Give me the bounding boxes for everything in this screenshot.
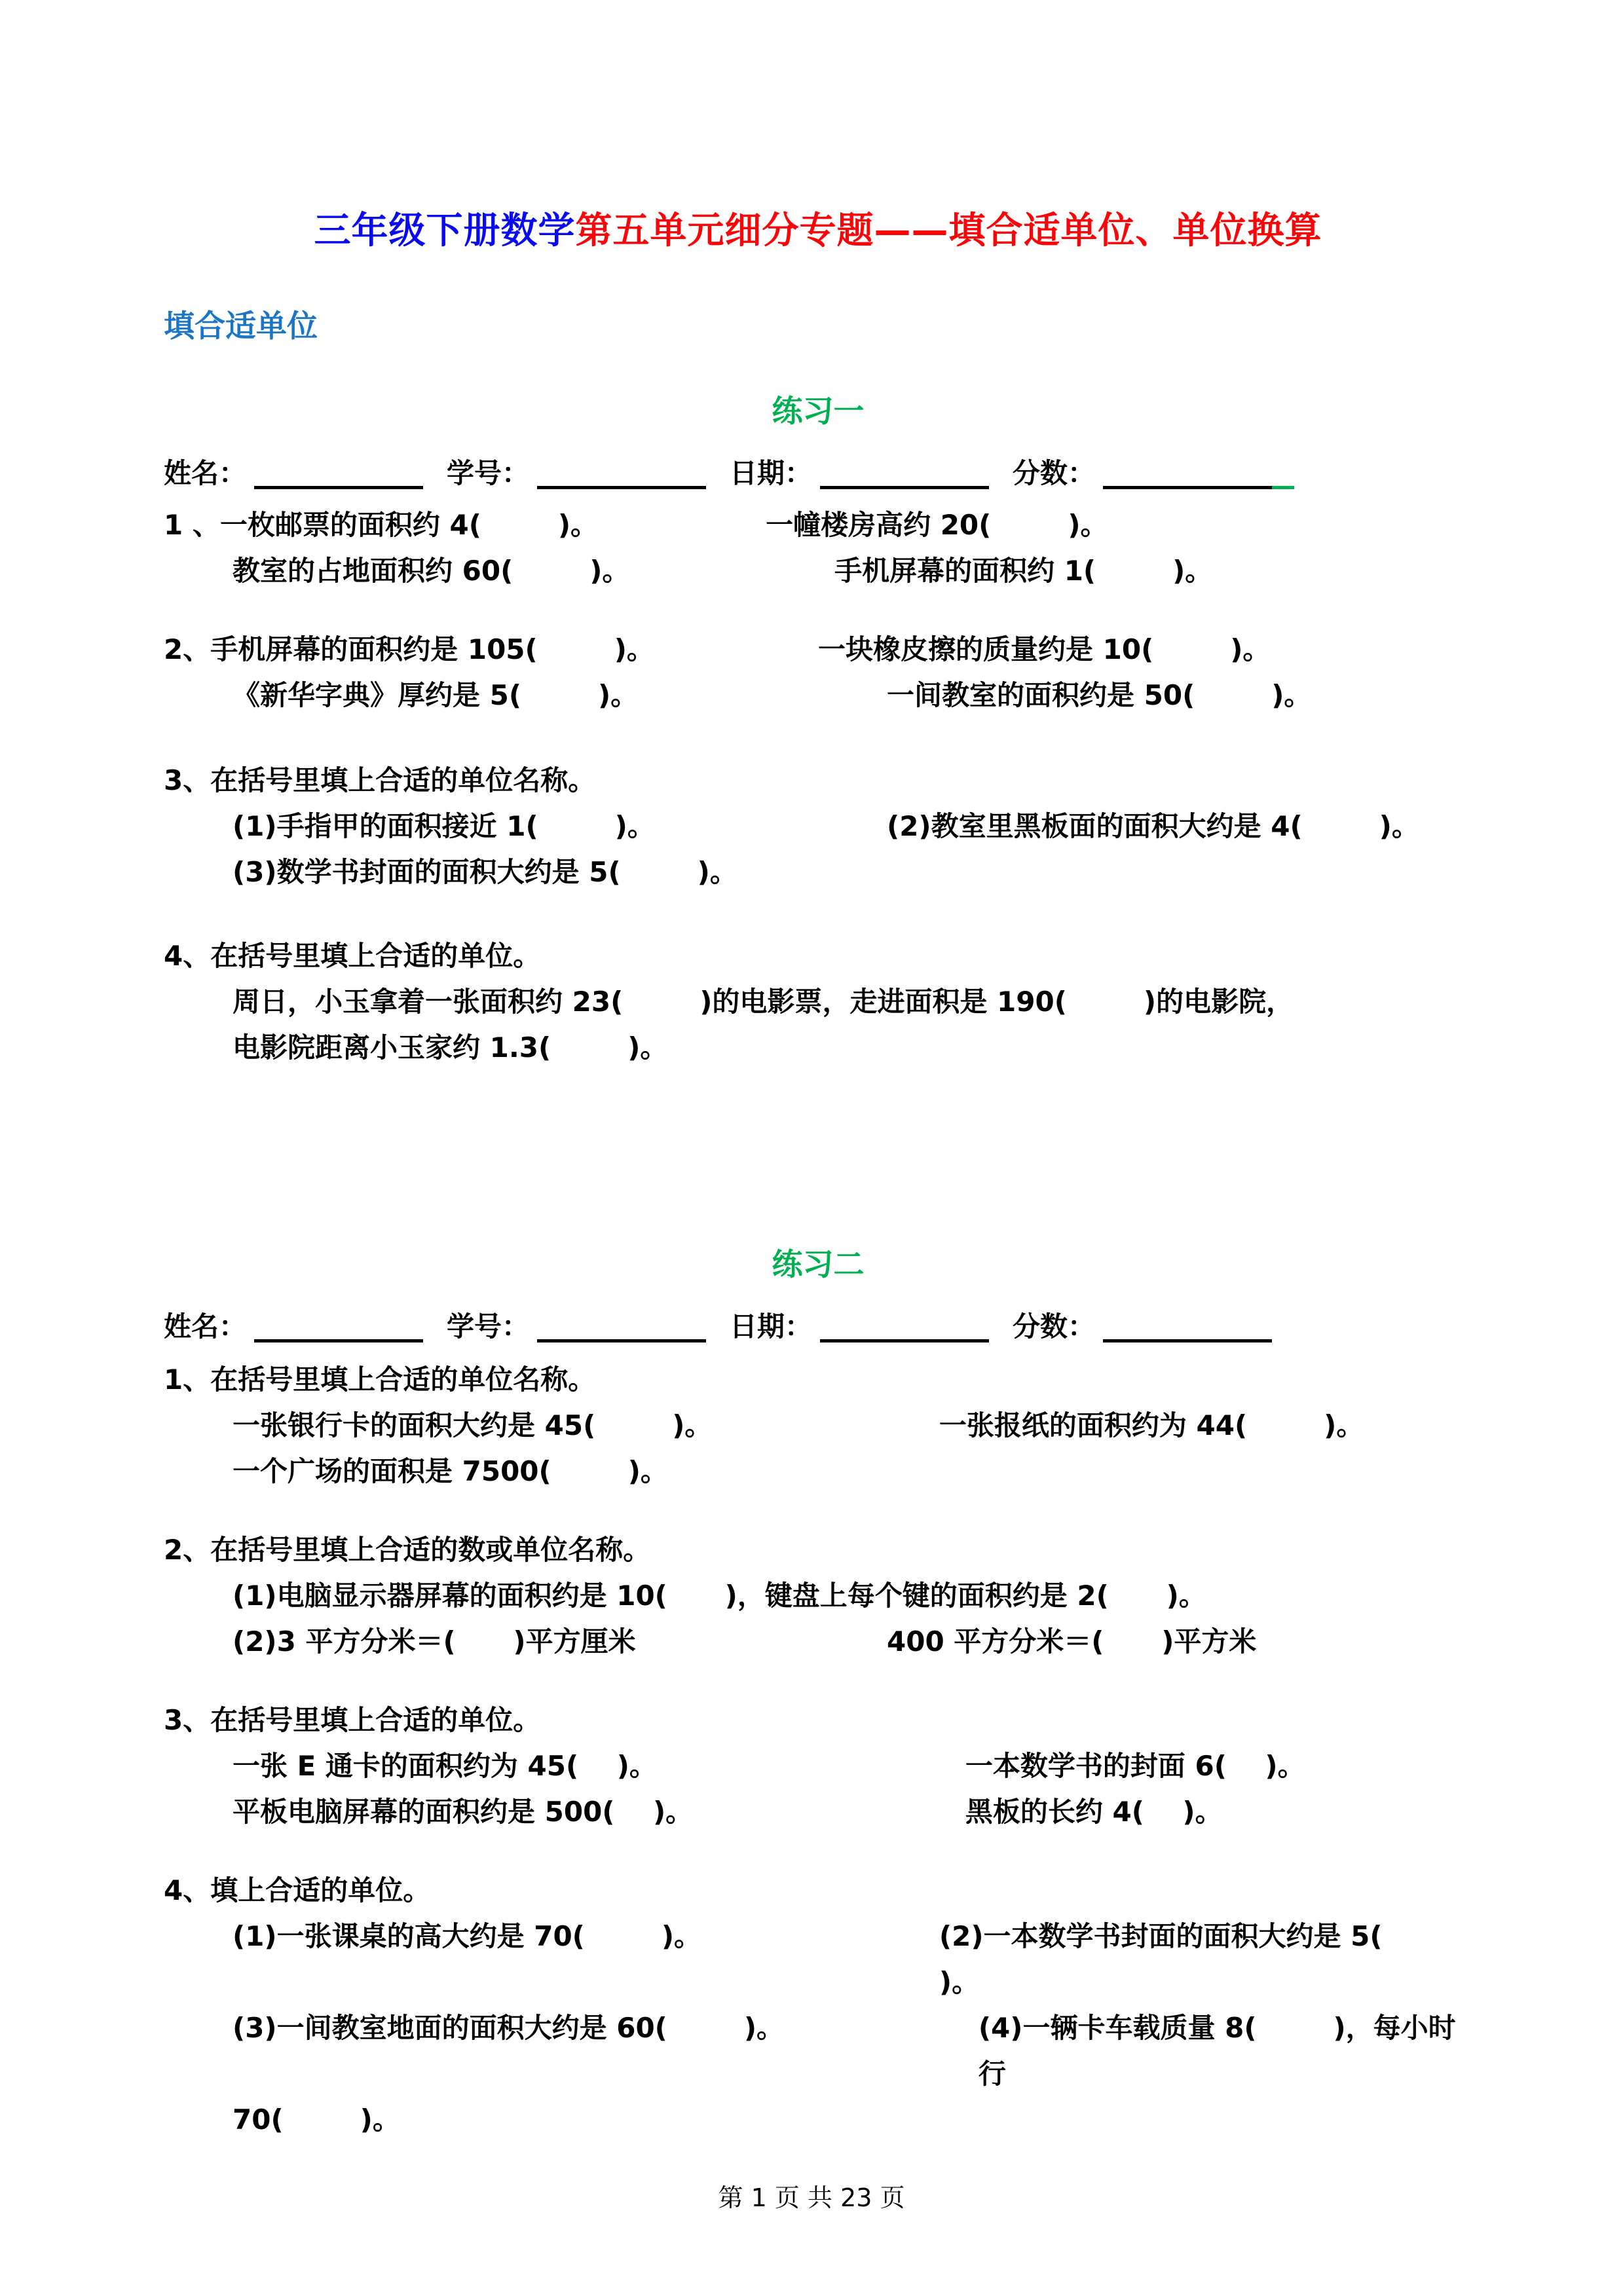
name-label: 姓名： <box>164 457 247 489</box>
student-id-label: 学号： <box>447 457 530 489</box>
document-title-grade: 三年级下册数学 <box>314 210 576 252</box>
section-heading: 填合适单位 <box>164 308 318 344</box>
ex2-q2-line1: (1)电脑显示器屏幕的面积约是 10( )，键盘上每个键的面积约是 2( )。 <box>233 1580 1206 1612</box>
exercise2-title: 练习二 <box>772 1247 865 1283</box>
ex1-q2-row2 <box>164 673 1472 718</box>
exercise1-title: 练习一 <box>772 394 865 430</box>
date-blank <box>820 1310 989 1342</box>
ex2-q2-head: 2、在括号里填上合适的数或单位名称。 <box>164 1534 651 1566</box>
ex1-q3-head: 3、在括号里填上合适的单位名称。 <box>164 764 596 796</box>
question-text: (2)教室里黑板面的面积大约是 4( )。 <box>887 810 1419 842</box>
question-text: (2)一本数学书封面的面积大约是 5( )。 <box>939 1920 1459 1998</box>
ex2-q4-row1 <box>164 1914 1472 2005</box>
date-label: 日期： <box>730 1310 813 1342</box>
score-blank <box>1103 457 1272 489</box>
question-text: 一个广场的面积是 7500( )。 <box>233 1455 668 1487</box>
question-text: 一张报纸的面积约为 44( )。 <box>939 1409 1364 1441</box>
document-title-topic: 第五单元细分专题——填合适单位、单位换算 <box>575 210 1322 252</box>
ex2-q1-row2 <box>164 1449 1472 1494</box>
ex1-q1-row1 <box>164 502 1472 548</box>
question-text: (4)一辆卡车载质量 8( )，每小时行 <box>978 2012 1456 2090</box>
ex1-q1-row2 <box>164 548 1472 594</box>
ex2-q1-head: 1、在括号里填上合适的单位名称。 <box>164 1363 596 1396</box>
question-text: 《新华字典》厚约是 5( )。 <box>233 679 639 711</box>
question-text: (2)3 平方分米＝( )平方厘米 <box>233 1625 636 1657</box>
ex2-q4-head: 4、填上合适的单位。 <box>164 1874 431 1906</box>
score-label: 分数： <box>1013 1310 1096 1342</box>
name-blank <box>254 457 423 489</box>
student-id-label: 学号： <box>447 1310 530 1342</box>
question-text: (3)一间教室地面的面积大约是 60( )。 <box>233 2012 785 2044</box>
question-text: 手机屏幕的面积约 1( )。 <box>834 555 1213 587</box>
ex2-q4-row2 <box>164 2005 1472 2097</box>
question-text: 一块橡皮擦的质量约是 10( )。 <box>818 633 1271 665</box>
score-label: 分数： <box>1013 457 1096 489</box>
ex1-q4-line2: 电影院距离小玉家约 1.3( )。 <box>233 1031 668 1064</box>
exercise2-name-row <box>164 1310 1472 1342</box>
date-label: 日期： <box>730 457 813 489</box>
exercise1-name-row <box>164 457 1472 489</box>
page-footer: 第 1 页 共 23 页 <box>718 2183 905 2212</box>
name-blank <box>254 1310 423 1342</box>
ex1-q4-line1: 周日，小玉拿着一张面积约 23( )的电影票，走进面积是 190( )的电影院， <box>233 986 1294 1018</box>
ex1-q3-row1 <box>164 804 1472 849</box>
ex2-q4-line3: 70( )。 <box>233 2103 400 2136</box>
ex1-q4-head: 4、在括号里填上合适的单位。 <box>164 940 541 972</box>
student-id-blank <box>537 457 706 489</box>
ex2-q3-head: 3、在括号里填上合适的单位。 <box>164 1704 541 1736</box>
ex2-q3-row1 <box>164 1743 1472 1789</box>
question-text: 黑板的长约 4( )。 <box>965 1796 1223 1828</box>
question-text: 一本数学书的封面 6( )。 <box>965 1750 1305 1782</box>
green-underline-mark <box>1272 457 1294 489</box>
question-text: 一间教室的面积约是 50( )。 <box>887 679 1312 711</box>
date-blank <box>820 457 989 489</box>
question-text: (1)手指甲的面积接近 1( )。 <box>233 810 655 842</box>
ex2-q2-row2 <box>164 1619 1472 1665</box>
question-text: (1)一张课桌的高大约是 70( )。 <box>233 1920 702 1952</box>
question-text: 一幢楼房高约 20( )。 <box>766 509 1108 541</box>
question-text: 一张银行卡的面积大约是 45( )。 <box>233 1409 713 1441</box>
question-text: (3)数学书封面的面积大约是 5( )。 <box>233 856 737 888</box>
question-text: 教室的占地面积约 60( )。 <box>233 555 630 587</box>
ex1-q2-row1 <box>164 627 1472 673</box>
document-title <box>164 208 1472 254</box>
score-blank <box>1103 1310 1272 1342</box>
question-text: 1 、一枚邮票的面积约 4( )。 <box>164 509 599 541</box>
name-label: 姓名： <box>164 1310 247 1342</box>
ex2-q1-row1 <box>164 1403 1472 1449</box>
ex2-q3-row2 <box>164 1789 1472 1835</box>
student-id-blank <box>537 1310 706 1342</box>
question-text: 一张 E 通卡的面积约为 45( )。 <box>233 1750 657 1782</box>
ex1-q3-row2 <box>164 849 1472 895</box>
question-text: 平板电脑屏幕的面积约是 500( )。 <box>233 1796 694 1828</box>
question-text: 400 平方分米＝( )平方米 <box>887 1625 1257 1657</box>
question-text: 2、手机屏幕的面积约是 105( )。 <box>164 633 654 665</box>
